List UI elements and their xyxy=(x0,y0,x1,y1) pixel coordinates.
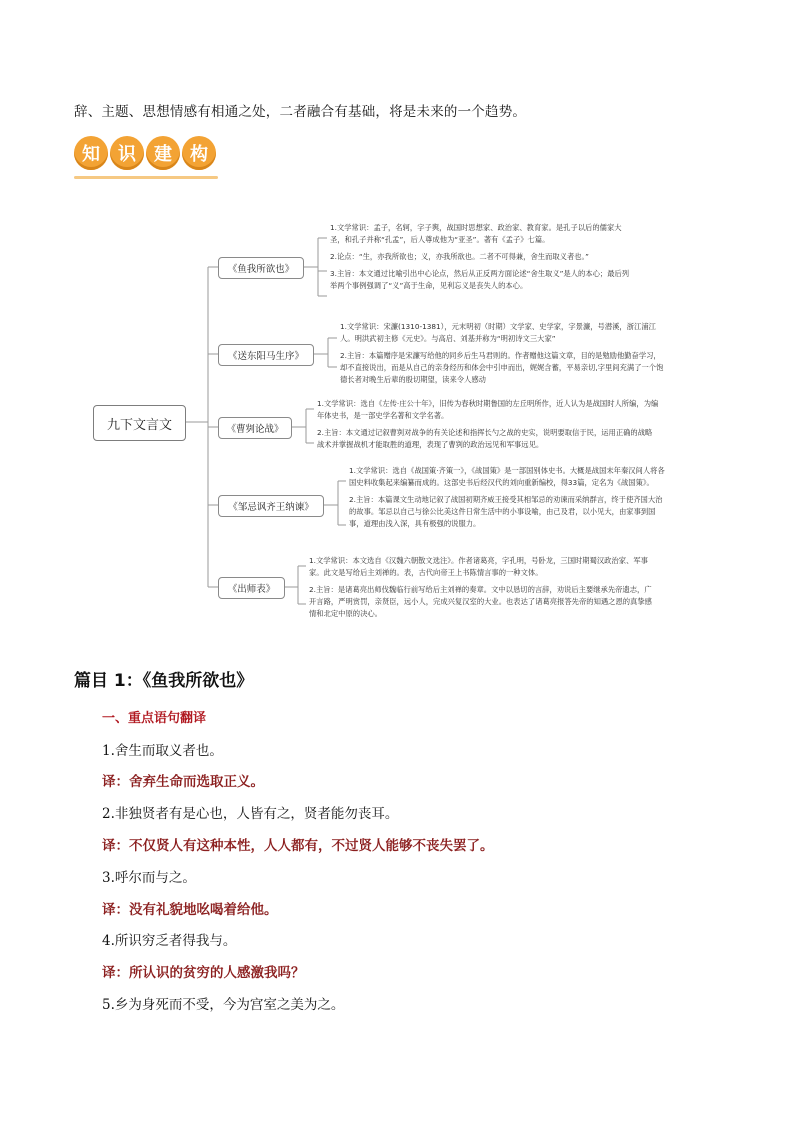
section-subheading: 一、重点语句翻译 xyxy=(102,711,207,726)
branch-2-notes xyxy=(340,321,665,391)
branch-cao-gui-lun-zhan: 《曹刿论战》 xyxy=(218,417,292,439)
leaf-text: 1.文学常识：孟子，名轲，字子舆，战国时思想家、政治家、教育家。是孔子以后的儒家大圣，和孔子并称“孔孟”，后人尊成他为“亚圣”。著有《孟子》七篇。 xyxy=(330,223,622,244)
leaf-text: 1.文学常识：选自《左传·庄公十年》，旧传为春秋时期鲁国的左丘明所作，近人认为是战国时人所编，为编年体史书，是一部史学名著和文学名著。 xyxy=(317,399,659,420)
leaf-text: 3.主旨：本文通过比喻引出中心论点，然后从正反两方面论述“舍生取义”是人的本心；最后列举两个事例强调了“义”高于生命，见利忘义是丧失人的本心。 xyxy=(330,269,630,290)
source-sentence-1: 1.舍生而取义者也。 xyxy=(102,743,223,759)
branch-3-notes xyxy=(317,398,659,456)
section-title: 篇目 1：《鱼我所欲也》 xyxy=(74,671,254,691)
branch-chu-shi-biao: 《出师表》 xyxy=(218,577,285,599)
leaf-text: 1.文学常识：本文选自《汉魏六朝散文选注》。作者诸葛亮，字孔明，号卧龙，三国时期蜀汉政治家、军事家。此文是写给后主刘禅的。表，古代向帝王上书陈情言事的一种文体。 xyxy=(309,556,648,577)
leaf-text: 2.主旨：本篇赠序是宋濂写给他的同乡后生马君则的。作者赠他这篇文章，目的是勉励他勤奋学习，却不直接说出，而是从自己的亲身经历和体会中引申而出，娓娓含蓄，平易亲切,字里间充满了一个饱德长者对晚生后辈的殷切期望，读来令人感动 xyxy=(340,351,664,384)
source-sentence-3: 3.呼尔而与之。 xyxy=(102,870,196,886)
leaf-text: 2.主旨：本篇课文生动地记叙了战国初期齐威王接受其相邹忌的劝谏而采纳群言，终于使齐国大治的故事。邹忌以自己与徐公比美这件日常生活中的小事设喻，由己及君，以小见大，由家事到国事，道理由浅入深，具有极强的说服力。 xyxy=(349,495,663,528)
badge-char-3: 建 xyxy=(146,136,180,170)
branch-song-dong-yang-ma-sheng-xu: 《送东阳马生序》 xyxy=(218,344,314,366)
heading-badge xyxy=(74,136,224,184)
source-sentence-2: 2.非独贤者有是心也，人皆有之，贤者能勿丧耳。 xyxy=(102,806,399,822)
badge-underline xyxy=(74,176,218,179)
mindmap-root: 九下文言文 xyxy=(93,405,186,441)
branch-yu-wo-suo-yu-ye: 《鱼我所欲也》 xyxy=(218,257,304,279)
leaf-text: 1.文学常识：选自《战国策·齐策一》，《战国策》是一部国别体史书。大概是战国末年秦汉间人将各国史料收集起来编纂而成的。这部史书后经汉代的刘向重新编校，得33篇，定名为《战国策》。 xyxy=(349,466,665,487)
source-sentence-5: 5.乡为身死而不受，今为宫室之美为之。 xyxy=(102,997,345,1013)
branch-4-notes xyxy=(349,465,667,535)
badge-char-1: 知 xyxy=(74,136,108,170)
source-sentence-4: 4.所识穷乏者得我与。 xyxy=(102,933,237,949)
leaf-text: 2.主旨：本文通过记叙曹刿对战争的有关论述和指挥长勺之战的史实，说明要取信于民，运用正确的战略战术并掌握战机才能取胜的道理，表现了曹刿的政治远见和军事远见。 xyxy=(317,428,653,449)
translation-4: 译：所认识的贫穷的人感激我吗？ xyxy=(102,965,305,981)
translation-1: 译：舍弃生命而选取正义。 xyxy=(102,774,264,790)
branch-1-notes xyxy=(330,222,630,297)
badge-char-2: 识 xyxy=(110,136,144,170)
branch-zou-ji-feng-qi-wang-na-jian: 《邹忌讽齐王纳谏》 xyxy=(218,495,324,517)
leaf-text: 2.论点：“生，亦我所欲也；义，亦我所欲也。二者不可得兼，舍生而取义者也。” xyxy=(330,252,589,261)
leaf-text: 1.文学常识：宋濂(1310-1381），元末明初（时期）文学家、史学家，字景濂，号潜溪，浙江浦江人。明洪武初主修《元史》。与高启、刘基并称为“明初诗文三大家” xyxy=(340,322,656,343)
branch-5-notes xyxy=(309,555,654,625)
leaf-text: 2.主旨：是诸葛亮出师伐魏临行前写给后主刘禅的奏章。文中以恳切的言辞，劝说后主要继承先帝遗志，广开言路，严明赏罚，亲贤臣，远小人，完成兴复汉室的大业。也表达了诸葛亮报答先帝的知遇之恩的真挚感情和北定中原的决心。 xyxy=(309,585,652,618)
intro-text: 辞、主题、思想情感有相通之处，二者融合有基础，将是未来的一个趋势。 xyxy=(74,104,527,120)
badge-char-4: 构 xyxy=(182,136,216,170)
translation-2: 译：不仅贤人有这种本性，人人都有，不过贤人能够不丧失罢了。 xyxy=(102,838,494,854)
translation-3: 译：没有礼貌地吆喝着给他。 xyxy=(102,902,278,918)
